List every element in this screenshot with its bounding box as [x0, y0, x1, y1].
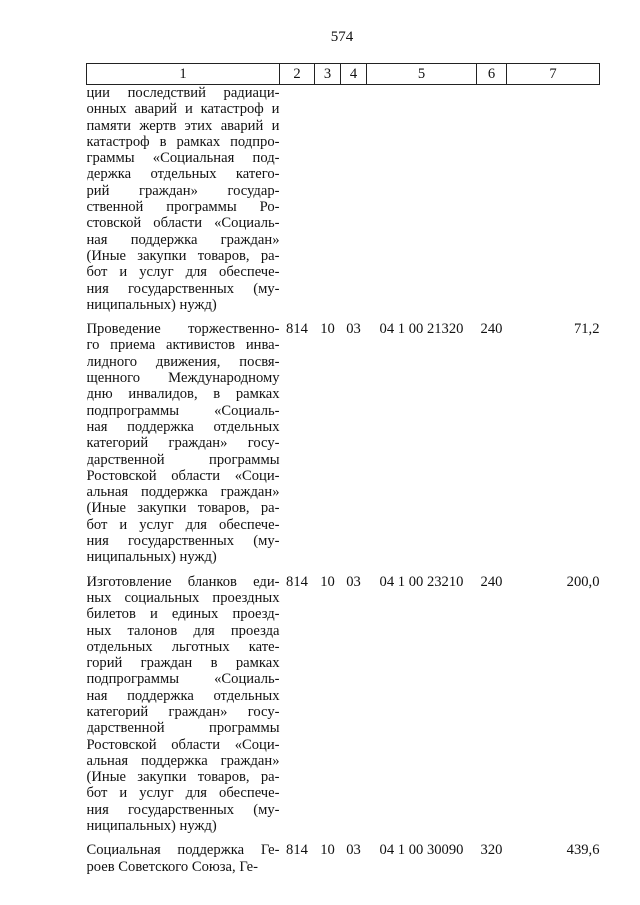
table-row [87, 321, 600, 573]
description-line: памяти жертв этих аварий и [86, 117, 280, 134]
description-line: Изготовление бланков еди- [86, 573, 280, 590]
cell-subsection-code: 03 [346, 842, 361, 859]
cell-expense-type: 320 [480, 842, 503, 859]
description-line: ниципальных) нужд) [86, 818, 217, 835]
cell-expense-type: 240 [480, 321, 503, 338]
row-description [87, 85, 280, 322]
description-line: бот и услуг для обеспече- [86, 264, 280, 281]
description-line: ственной программы Ро- [86, 199, 280, 216]
description-line: бот и услуг для обеспече- [86, 785, 280, 802]
cell-amount [507, 85, 600, 322]
description-line: дарственной программы [86, 720, 280, 737]
header-col-3: 3 [315, 64, 341, 85]
description-line: (Иные закупки товаров, ра- [86, 769, 280, 786]
description-line: альная поддержка граждан» [86, 752, 280, 769]
description-line: бот и услуг для обеспече- [86, 516, 280, 533]
description-line: онных аварий и катастроф и [86, 101, 280, 118]
cell-subsection-code: 03 [346, 321, 361, 338]
header-row [87, 64, 600, 85]
cell-section-code: 10 [320, 573, 335, 590]
cell-ministry-code: 814 [286, 573, 308, 590]
description-line: (Иные закупки товаров, ра- [86, 500, 280, 517]
description-line: стовской области «Социаль- [86, 215, 280, 232]
description-line: ниципальных) нужд) [86, 296, 217, 313]
cell-target-article: 04 1 00 30090 [379, 842, 464, 859]
table-body [87, 85, 600, 883]
description-line: отдельных льготных кате- [86, 638, 280, 655]
table-row [87, 842, 600, 883]
description-line: подпрограммы «Социаль- [86, 671, 280, 688]
description-line: билетов и единых проезд- [86, 606, 280, 623]
cell-subsection-code: 03 [346, 573, 361, 590]
header-col-2: 2 [280, 64, 315, 85]
description-line: горий граждан в рамках [86, 655, 280, 672]
description-line: граммы «Социальная под- [86, 150, 280, 167]
description-line: лидного движения, посвя- [86, 353, 280, 370]
cell-ministry-code: 814 [286, 321, 308, 338]
table-row [87, 85, 600, 322]
cell-section-code [315, 85, 341, 322]
description-line: роев Советского Союза, Ге- [86, 858, 258, 875]
cell-amount: 71,2 [573, 321, 600, 338]
cell-target-article: 04 1 00 23210 [379, 573, 464, 590]
cell-expense-type [477, 85, 507, 322]
cell-expense-type: 240 [480, 573, 503, 590]
description-line: Социальная поддержка Ге- [86, 842, 280, 859]
description-line: (Иные закупки товаров, ра- [86, 247, 280, 264]
header-col-7: 7 [507, 64, 600, 85]
description-line: Ростовской области «Соци- [86, 736, 280, 753]
header-col-6: 6 [477, 64, 507, 85]
description-line: Проведение торжественно- [86, 321, 280, 338]
description-line: категорий граждан» госу- [86, 435, 280, 452]
description-line: го приема активистов инва- [86, 337, 280, 354]
description-line: Ростовской области «Соци- [86, 467, 280, 484]
description-line: альная поддержка граждан» [86, 484, 280, 501]
header-col-5: 5 [367, 64, 477, 85]
description-line: дню инвалидов, в рамках [86, 386, 280, 403]
cell-section-code: 10 [320, 321, 335, 338]
cell-target-article: 04 1 00 21320 [379, 321, 464, 338]
description-line: ниципальных) нужд) [86, 549, 217, 566]
description-line: ния государственных (му- [86, 533, 280, 550]
description-line: рий граждан» государ- [86, 182, 280, 199]
cell-subsection-code [341, 85, 367, 322]
description-line: ная поддержка отдельных [86, 687, 280, 704]
cell-amount: 439,6 [566, 842, 600, 859]
description-line: держка отдельных катего- [86, 166, 280, 183]
cell-target-article [367, 85, 477, 322]
page-number: 574 [330, 29, 354, 45]
cell-ministry-code [280, 85, 315, 322]
row-description [87, 842, 280, 883]
description-line: ния государственных (му- [86, 280, 280, 297]
description-line: категорий граждан» госу- [86, 703, 280, 720]
budget-table [86, 63, 600, 883]
description-line: ных талонов для проезда [86, 622, 280, 639]
cell-section-code: 10 [320, 842, 335, 859]
description-line: ния государственных (му- [86, 801, 280, 818]
cell-amount: 200,0 [566, 573, 600, 590]
description-line: ная поддержка граждан» [86, 231, 280, 248]
description-line: ции последствий радиаци- [86, 85, 280, 101]
row-description [87, 321, 280, 573]
header-col-1: 1 [87, 64, 280, 85]
row-description [87, 574, 280, 843]
description-line: щенного Международному [86, 370, 280, 387]
description-line: катастроф в рамках подпро- [86, 133, 280, 150]
description-line: ных социальных проездных [86, 589, 280, 606]
description-line: ная поддержка отдельных [86, 418, 280, 435]
description-line: дарственной программы [86, 451, 280, 468]
cell-ministry-code: 814 [286, 842, 308, 859]
table-row [87, 574, 600, 843]
description-line: подпрограммы «Социаль- [86, 402, 280, 419]
header-col-4: 4 [341, 64, 367, 85]
